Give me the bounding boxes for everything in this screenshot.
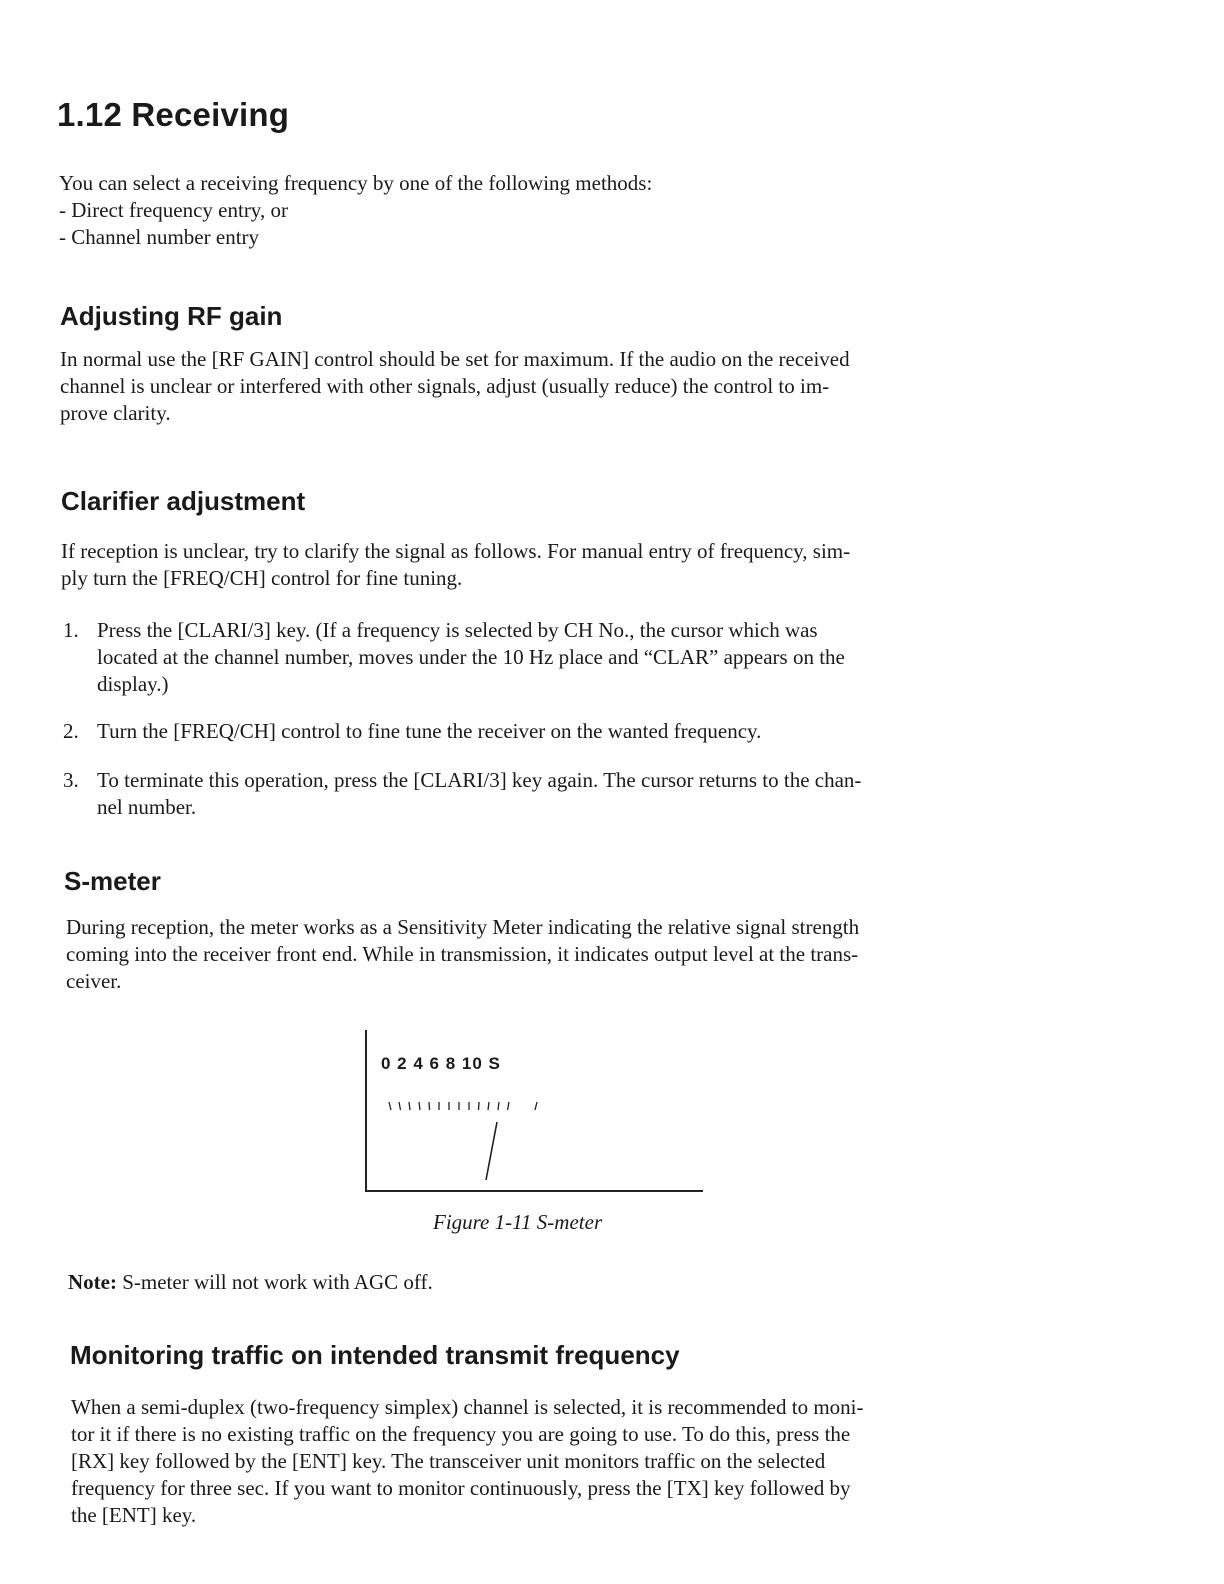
meter-tick xyxy=(479,1102,480,1110)
monitoring-line: [RX] key followed by the [ENT] key. The transceiver unit monitors traffic on the selected xyxy=(71,1449,826,1473)
s-meter-line: During reception, the meter works as a Sensitivity Meter indicating the relative signal strength xyxy=(66,915,860,939)
clarifier-step-2 xyxy=(63,718,995,748)
rf-gain-heading: Adjusting RF gain xyxy=(60,301,283,331)
meter-tick xyxy=(488,1102,489,1110)
clarifier-paragraph xyxy=(61,538,995,592)
step-line: display.) xyxy=(97,672,169,696)
intro-method-direct: - Direct frequency entry, or xyxy=(59,198,288,222)
clarifier-step-3 xyxy=(63,767,995,823)
monitoring-line: When a semi-duplex (two-frequency simplex) channel is selected, it is recommended to moni- xyxy=(71,1395,864,1419)
meter-tick xyxy=(498,1102,499,1110)
s-meter-line: ceiver. xyxy=(66,969,122,993)
s-meter-paragraph xyxy=(66,914,996,995)
step-line: To terminate this operation, press the [CLARI/3] key again. The cursor returns to the chan- xyxy=(97,768,862,792)
step-number: 3. xyxy=(63,768,79,792)
meter-tick xyxy=(399,1102,401,1110)
monitoring-line: frequency for three sec. If you want to monitor continuously, press the [TX] key followed by xyxy=(71,1476,851,1500)
intro-paragraph xyxy=(59,170,779,251)
rf-gain-line: channel is unclear or interfered with other signals, adjust (usually reduce) the control to im- xyxy=(60,374,830,398)
meter-scale-labels: 0 2 4 6 8 10 S xyxy=(381,1054,501,1073)
clarifier-heading: Clarifier adjustment xyxy=(61,486,306,516)
step-number: 1. xyxy=(63,618,79,642)
step-line: nel number. xyxy=(97,795,197,819)
meter-graphic xyxy=(365,1030,705,1192)
section-title: 1.12 Receiving xyxy=(57,96,290,133)
note-label: Note: xyxy=(68,1270,117,1294)
monitoring-paragraph xyxy=(71,1394,1001,1529)
meter-tick xyxy=(429,1102,430,1110)
rf-gain-line: In normal use the [RF GAIN] control should be set for maximum. If the audio on the received xyxy=(60,347,850,371)
s-meter-figure xyxy=(365,1030,705,1192)
monitoring-heading: Monitoring traffic on intended transmit frequency xyxy=(70,1340,680,1370)
intro-line: You can select a receiving frequency by one of the following methods: xyxy=(59,171,653,195)
monitoring-line: tor it if there is no existing traffic on the frequency you are going to use. To do this, press the xyxy=(71,1422,851,1446)
meter-tick xyxy=(389,1102,391,1110)
meter-needle xyxy=(486,1122,497,1180)
meter-tick xyxy=(419,1102,420,1110)
clarifier-line: ply turn the [FREQ/CH] control for fine tuning. xyxy=(61,566,463,590)
clarifier-line: If reception is unclear, try to clarify the signal as follows. For manual entry of frequency, sim- xyxy=(61,539,851,563)
s-meter-line: coming into the receiver front end. While in transmission, it indicates output level at the trans- xyxy=(66,942,859,966)
meter-tick-marks xyxy=(389,1102,537,1110)
step-number: 2. xyxy=(63,719,79,743)
step-line: located at the channel number, moves under the 10 Hz place and “CLAR” appears on the xyxy=(97,645,845,669)
s-meter-heading: S-meter xyxy=(64,866,161,896)
figure-caption: Figure 1-11 S-meter xyxy=(433,1210,603,1234)
note-text: S-meter will not work with AGC off. xyxy=(116,1270,433,1294)
rf-gain-paragraph xyxy=(60,346,994,427)
clarifier-step-1 xyxy=(63,617,995,701)
step-line: Press the [CLARI/3] key. (If a frequency is selected by CH No., the cursor which was xyxy=(97,618,818,642)
meter-tick xyxy=(508,1102,510,1110)
step-line: Turn the [FREQ/CH] control to fine tune the receiver on the wanted frequency. xyxy=(97,719,762,743)
meter-tick xyxy=(409,1102,410,1110)
monitoring-line: the [ENT] key. xyxy=(71,1503,197,1527)
meter-tick xyxy=(535,1102,537,1110)
rf-gain-line: prove clarity. xyxy=(60,401,171,425)
intro-method-channel: - Channel number entry xyxy=(59,225,260,249)
note xyxy=(68,1270,433,1295)
